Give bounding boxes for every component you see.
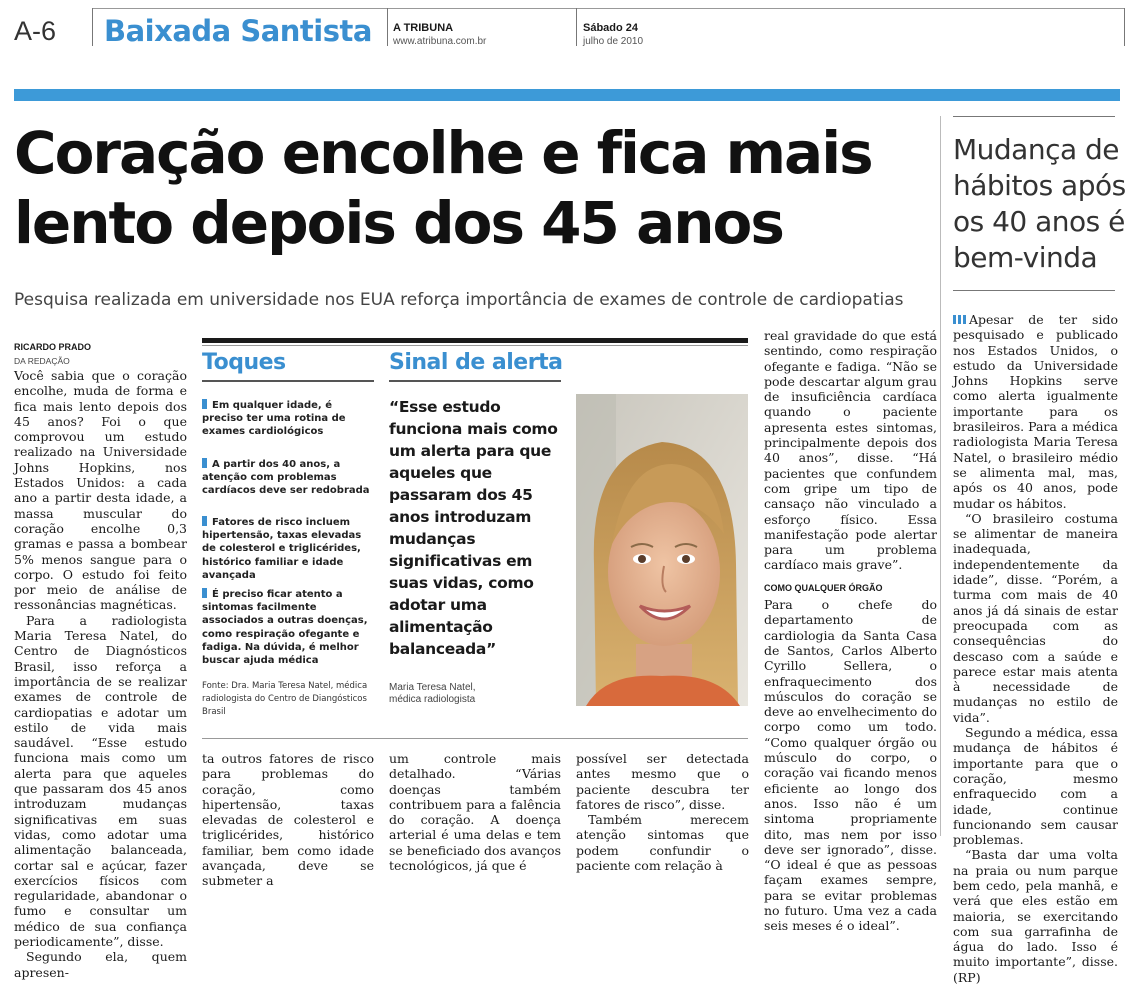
paragraph: Segundo ela, quem apresen- xyxy=(14,949,187,980)
header-divider xyxy=(92,8,93,46)
section-color-bar xyxy=(14,89,1120,101)
tip-item: Em qualquer idade, é preciso ter uma rotina de exames cardiológicos xyxy=(202,400,346,438)
article-column-2 xyxy=(202,751,374,889)
paragraph: “O brasileiro costuma se alimentar de maneira inadequada, independentemente da idade”, disse. “Porém, a turma com mais de 40 anos já dá sinais de estar preocupada com as consequências do descaso com a saúde e parece estar mais atenta à necessidade de mudanças no estilo de vida”. xyxy=(953,510,1118,725)
paragraph: Também merecem atenção sintomas que podem confundir o paciente com relação à xyxy=(576,812,749,874)
paragraph: ta outros fatores de risco para problemas do coração, como hipertensão, taxas elevadas de colesterol e triglicérides, histórico familiar, bem como idade avançada, deve se submeter a xyxy=(202,751,374,889)
author-name: RICARDO PRADO xyxy=(14,342,92,352)
pull-quote: “Esse estudo funciona mais como um alerta para que aqueles que passaram dos 45 anos introduzam mudanças significativas em suas vidas, como adotar uma alimentação balanceada” xyxy=(389,398,558,658)
bullet-square-icon xyxy=(202,399,207,409)
headline xyxy=(14,118,914,258)
header-divider xyxy=(576,8,577,46)
portrait-photo xyxy=(576,394,748,706)
paragraph: Você sabia que o coração encolhe, muda de forma e fica mais lento depois dos 45 anos? Foi o que comprovou um estudo realizado na Universidade Johns Hopkins, nos Estados Unidos: a cada ano a partir desta idade, a massa muscular do coração encolhe 0,3 gramas e passa a bombear 5% menos sangue para o corpo. O estudo foi feito por meio de análise de ressonâncias magnéticas. xyxy=(14,368,187,613)
sinal-alerta-rule xyxy=(389,380,561,382)
toques-rule xyxy=(202,380,374,382)
intertitle: COMO QUALQUER ÓRGÃO xyxy=(764,582,883,593)
box-source: Fonte: Dra. Maria Teresa Natel, médica radiologista do Centro de Diangósticos Brasil xyxy=(202,681,368,717)
issue-day: Sábado 24 xyxy=(583,22,639,34)
bullet-square-icon xyxy=(202,588,207,598)
subheadline: Pesquisa realizada em universidade nos EUA reforça importância de exames de controle de cardiopatias xyxy=(14,290,904,310)
paragraph-marker-icon xyxy=(953,315,966,324)
issue-month: julho de 2010 xyxy=(583,36,644,47)
sidebar-divider xyxy=(940,116,941,836)
sidebar-body xyxy=(953,312,1118,985)
caption-role: médica radiologista xyxy=(389,694,476,705)
sinal-alerta-title: Sinal de alerta xyxy=(389,350,563,375)
bullet-square-icon xyxy=(202,458,207,468)
article-column-4 xyxy=(576,751,749,873)
paragraph: Para a radiologista Maria Teresa Natel, do Centro de Diagnósticos Brasil, isso reforça a importância de se realizar exames de controle de cardiopatias e adotar um estilo de vida mais saudável. “Esse estudo funciona mais como um alerta para que aqueles que passaram dos 45 anos introduzam mudanças significativas em suas vidas, como adotar uma alimentação balanceada, cortar sal e açúcar, fazer exercícios físicos com regularidade, abandonar o fumo e consultar um médico de sua confiança periodicamente”, disse. xyxy=(14,612,187,949)
header-top-rule xyxy=(92,8,1124,9)
sidebar-headline: Mudança de hábitos após os 40 anos é bem-vinda xyxy=(953,133,1126,274)
paragraph: “Basta dar uma volta na praia ou num parque bem cedo, pela manhã, e verá que eles estão em maioria, se exercitando com sua garrafinha de água do lado. Isso é muito importante”, disse. (RP) xyxy=(953,847,1118,985)
paragraph: um controle mais detalhado. “Várias doenças também contribuem para a falência do coração. A doença arterial é uma delas e tem se beneficiado dos avanços tecnológicos, já que é xyxy=(389,751,561,874)
box-bottom-rule xyxy=(202,738,748,739)
bullet-square-icon xyxy=(202,516,207,526)
paragraph: Para o chefe do departamento de cardiologia da Santa Casa de Santos, Carlos Alberto Cyrillo Sellera, o enfraquecimento dos músculos do coração se deve ao envelhecimento do corpo como um todo. “Como qualquer órgão ou músculo do corpo, o coração vai ficando menos eficiente ao longo dos anos. Isso não é um sintoma propriamente dito, mas nem por isso deve ser ignorado”, disse. “O ideal é que as pessoas façam exames sempre, para se evitar problemas no futuro. Uma vez a cada seis meses é o ideal”. xyxy=(764,597,937,934)
paragraph: Apesar de ter sido pesquisado e publicado nos Estados Unidos, o estudo da Universidade Johns Hopkins serve como alerta igualmente importante para os brasileiros. Para a médica radiologista Maria Teresa Natel, o brasileiro médio se alimenta mal, mas, após os 40 anos, pode mudar os hábitos. xyxy=(953,312,1118,511)
header-divider xyxy=(1124,8,1125,46)
toques-title: Toques xyxy=(202,350,286,375)
page-number: A-6 xyxy=(14,16,57,46)
photo-caption xyxy=(389,682,476,706)
tip-item: É preciso ficar atento a sintomas facilmente associados a outras doenças, como respiração ofegante e fadiga. Na dúvida, é melhor buscar ajuda médica xyxy=(202,589,368,667)
woman-portrait-icon xyxy=(576,394,748,706)
newspaper-site: www.atribuna.com.br xyxy=(393,36,487,47)
paragraph: Segundo a médica, essa mudança de hábitos é importante para que o coração, mesmo enfraquecido com a idade, continue funcionando sem causar problemas. xyxy=(953,725,1118,848)
box-top-rule-thin xyxy=(202,345,748,346)
article-column-1 xyxy=(14,368,187,980)
sidebar-rule xyxy=(953,290,1115,291)
section-title: Baixada Santista xyxy=(104,14,372,48)
caption-name: Maria Teresa Natel, xyxy=(389,682,476,693)
paragraph: possível ser detectada antes mesmo que o paciente descubra ter fatores de risco”, disse. xyxy=(576,751,749,812)
tip-item: Fatores de risco incluem hipertensão, taxas elevadas de colesterol e triglicérides, histórico familiar e idade avançada xyxy=(202,517,362,581)
article-column-3 xyxy=(389,751,561,873)
article-column-5 xyxy=(764,328,937,934)
author-role: DA REDAÇÃO xyxy=(14,356,70,366)
headline-line: lento depois dos 45 anos xyxy=(14,189,783,257)
tip-item: A partir dos 40 anos, a atenção com problemas cardíacos deve ser redobrada xyxy=(202,459,370,497)
paragraph: real gravidade do que está sentindo, como respiração ofegante e fadiga. “Não se pode descartar algum grau de insuficiência cardíaca quando o paciente apresenta estes sintomas, principalmente depois dos 40 anos”, disse. “Há pacientes que confundem com gripe um tipo de cansaço não vinculado a esforço físico. Essa manifestação pode alertar para um problema cardíaco mais grave”. xyxy=(764,328,937,573)
newspaper-brand: A TRIBUNA xyxy=(393,22,454,34)
sidebar-rule xyxy=(953,116,1115,117)
header-divider xyxy=(387,8,388,46)
box-top-rule xyxy=(202,338,748,343)
headline-line: Coração encolhe e fica mais xyxy=(14,119,872,187)
